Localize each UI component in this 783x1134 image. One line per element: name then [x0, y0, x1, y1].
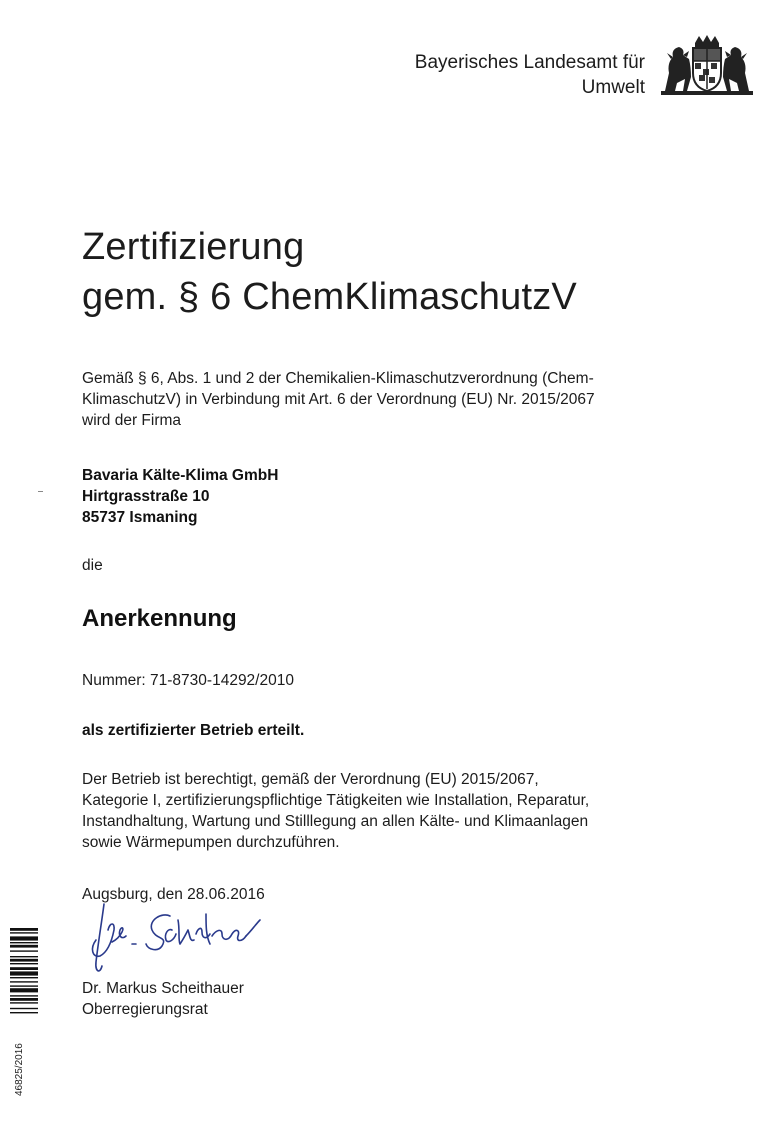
- intro-line1: Gemäß § 6, Abs. 1 und 2 der Chemikalien-Klimaschutzverordnung (Chem-: [82, 370, 594, 387]
- company-city: 85737 Ismaning: [82, 509, 198, 526]
- signer-name: Dr. Markus Scheithauer: [82, 980, 244, 997]
- barcode-bar: [10, 963, 38, 964]
- barcode-bar: [10, 950, 38, 951]
- recognition-number: Nummer: 71-8730-14292/2010: [82, 672, 294, 689]
- barcode-bar: [10, 995, 38, 996]
- barcode-bar: [10, 1012, 38, 1013]
- intro-line3: wird der Firma: [82, 412, 182, 429]
- barcode-bar: [10, 932, 38, 933]
- connector-text: die: [82, 557, 103, 574]
- barcode-bar: [10, 936, 38, 940]
- barcode-bar: [10, 985, 38, 986]
- scope-line4: sowie Wärmepumpen durchzuführen.: [82, 834, 340, 851]
- scope-paragraph: [82, 769, 662, 853]
- barcode-bar: [10, 956, 38, 957]
- issuing-authority: [415, 50, 645, 100]
- scan-mark: [38, 491, 43, 492]
- signatory-block: [82, 978, 662, 1020]
- barcode-bar: [10, 967, 38, 970]
- recognition-heading: Anerkennung: [82, 605, 237, 632]
- intro-paragraph: [82, 368, 662, 431]
- scope-line1: Der Betrieb ist berechtigt, gemäß der Verordnung (EU) 2015/2067,: [82, 771, 539, 788]
- barcode-bar: [10, 981, 38, 982]
- authority-name-line2: Umwelt: [581, 77, 645, 98]
- barcode-bar: [10, 988, 38, 992]
- barcode-icon: [10, 928, 38, 1040]
- barcode-bar: [10, 942, 38, 943]
- barcode-bar: [10, 945, 38, 948]
- company-address: [82, 465, 278, 528]
- coat-of-arms-icon: [657, 33, 757, 96]
- certificate-title: [82, 222, 577, 322]
- barcode-number: 46825/2016: [14, 1043, 25, 1096]
- barcode-bar: [10, 1002, 38, 1003]
- handwritten-signature: [82, 900, 272, 980]
- barcode-bar: [10, 1008, 38, 1009]
- scope-line3: Instandhaltung, Wartung und Stilllegung an allen Kälte- und Klimaanlagen: [82, 813, 589, 830]
- title-line1: Zertifizierung: [82, 226, 305, 268]
- title-line2: gem. § 6 ChemKlimaschutzV: [82, 276, 577, 318]
- place-and-date: Augsburg, den 28.06.2016: [82, 886, 265, 903]
- scope-line2: Kategorie I, zertifizierungspflichtige Tätigkeiten wie Installation, Reparatur,: [82, 792, 590, 809]
- authority-name-line1: Bayerisches Landesamt für: [414, 52, 645, 73]
- company-name: Bavaria Kälte-Klima GmbH: [82, 467, 279, 484]
- barcode-bar: [10, 959, 38, 962]
- barcode-bar: [10, 971, 38, 975]
- barcode-bar: [10, 928, 38, 931]
- signer-title: Oberregierungsrat: [82, 1001, 208, 1018]
- barcode-bar: [10, 977, 38, 978]
- intro-line2: KlimaschutzV) in Verbindung mit Art. 6 der Verordnung (EU) Nr. 2015/2067: [82, 391, 595, 408]
- barcode-bar: [10, 998, 38, 1001]
- granted-statement: als zertifizierter Betrieb erteilt.: [82, 722, 305, 739]
- company-street: Hirtgrasstraße 10: [82, 488, 210, 505]
